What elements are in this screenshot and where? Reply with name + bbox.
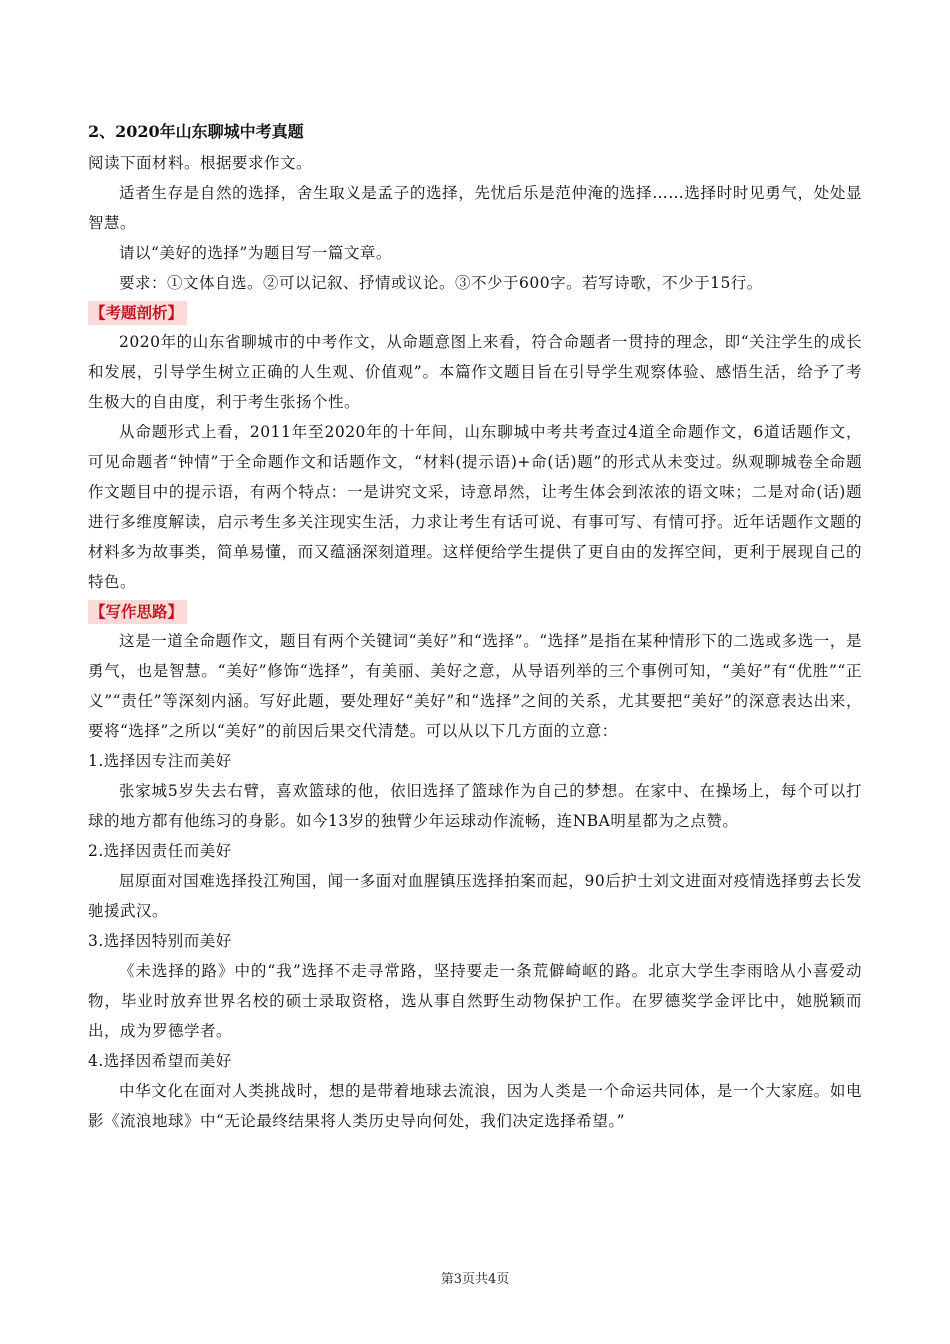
analysis-paragraph-1: 2020年的山东省聊城市的中考作文，从命题意图上来看，符合命题者一贯持的理念，即“关注学生的成长和发展，引导学生树立正确的人生观、价值观”。本篇作文题目旨在引导学生观察体验、感悟生活，给予了考生极大的自由度，利于考生张扬个性。 bbox=[88, 333, 862, 411]
point-1-text: 张家城5岁失去右臂，喜欢篮球的他，依旧选择了篮球作为自己的梦想。在家中、在操场上，每个可以打球的地方都有他练习的身影。如今13岁的独臂少年运球动作流畅，连NBA明星都为之点赞。 bbox=[88, 782, 862, 830]
approach-tag: 【写作思路】 bbox=[88, 600, 187, 624]
question-heading: 2、2020年山东聊城中考真题 bbox=[88, 122, 304, 141]
point-3-title: 3.选择因特别而美好 bbox=[88, 932, 232, 950]
point-1-title: 1.选择因专注而美好 bbox=[88, 752, 232, 770]
analysis-paragraph-2: 从命题形式上看，2011年至2020年的十年间，山东聊城中考共考查过4道全命题作文，6道话题作文，可见命题者“钟情”于全命题作文和话题作文，“材料(提示语)+命(话)题”的形式从未变过。纵观聊城卷全命题作文题目中的提示语，有两个特点：一是讲究文采，诗意昂然，让考生体会到浓浓的语文味；二是对命(话)题进行多维度解读，启示考生多关注现实生活，力求让考生有话可说、有事可写、有情可抒。近年话题作文题的材料多为故事类，简单易懂，而又蕴涵深刻道理。这样便给学生提供了更自由的发挥空间，更利于展现自己的特色。 bbox=[88, 423, 862, 591]
point-2-title: 2.选择因责任而美好 bbox=[88, 842, 232, 860]
prompt-material: 适者生存是自然的选择，舍生取义是孟子的选择，先忧后乐是范仲淹的选择……选择时时见勇气，处处显智慧。 bbox=[88, 184, 862, 232]
approach-paragraph: 这是一道全命题作文，题目有两个关键词“美好”和“选择”。“选择”是指在某种情形下的二选或多选一，是勇气，也是智慧。“美好”修饰“选择”，有美丽、美好之意，从导语列举的三个事例可知，“美好”有“优胜”“正义”“责任”等深刻内涵。写好此题，要处理好“美好”和“选择”之间的关系，尤其要把“美好”的深意表达出来，要将“选择”之所以“美好”的前因后果交代清楚。可以从以下几方面的立意： bbox=[88, 632, 862, 740]
prompt-task: 请以“美好的选择”为题目写一篇文章。 bbox=[119, 244, 392, 262]
prompt-intro: 阅读下面材料。根据要求作文。 bbox=[88, 154, 313, 172]
analysis-tag: 【考题剖析】 bbox=[88, 301, 187, 325]
page-content bbox=[88, 120, 862, 1136]
point-2-text: 屈原面对国难选择投江殉国，闻一多面对血腥镇压选择拍案而起，90后护士刘文进面对疫情选择剪去长发驰援武汉。 bbox=[88, 872, 862, 920]
point-4-text: 中华文化在面对人类挑战时，想的是带着地球去流浪，因为人类是一个命运共同体，是一个大家庭。如电影《流浪地球》中“无论最终结果将人类历史导向何处，我们决定选择希望。” bbox=[88, 1082, 862, 1130]
prompt-requirements: 要求：①文体自选。②可以记叙、抒情或议论。③不少于600字。若写诗歌，不少于15行。 bbox=[119, 274, 763, 292]
point-3-text: 《未选择的路》中的“我”选择不走寻常路，坚持要走一条荒僻崎岖的路。北京大学生李雨晗从小喜爱动物，毕业时放弃世界名校的硕士录取资格，选从事自然野生动物保护工作。在罗德奖学金评比中，她脱颖而出，成为罗德学者。 bbox=[88, 962, 862, 1040]
point-4-title: 4.选择因希望而美好 bbox=[88, 1052, 232, 1070]
page-number: 第3页共4页 bbox=[440, 1272, 510, 1287]
